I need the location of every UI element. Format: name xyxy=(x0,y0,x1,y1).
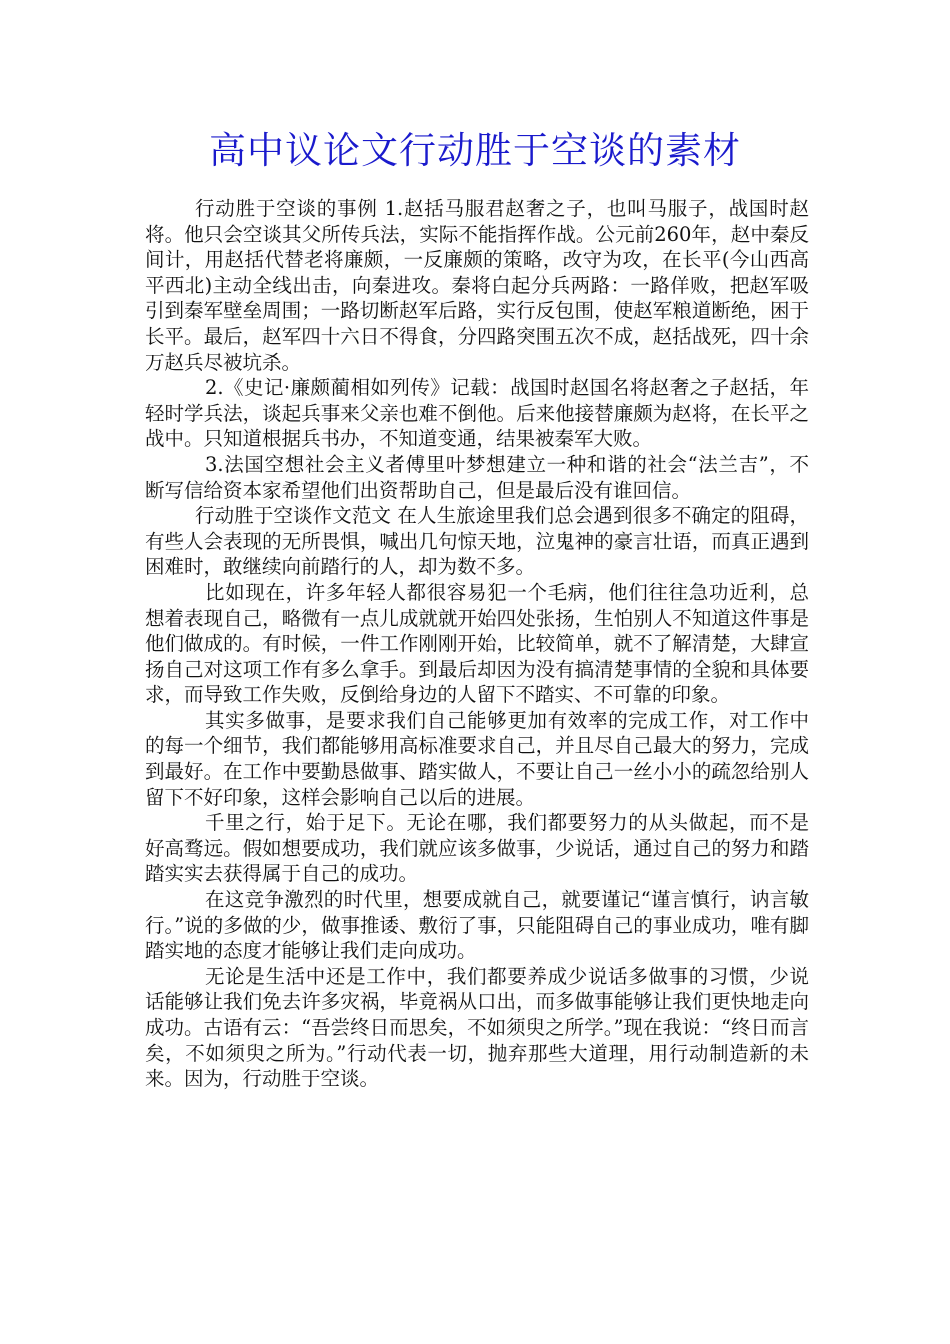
paragraph-5: 比如现在，许多年轻人都很容易犯一个毛病，他们往往急功近利，总想着表现自己，略微有一点儿成就就开始四处张扬，生怕别人不知道这件事是他们做成的。有时候，一件工作刚刚开始，比较简单，就不了解清楚，大肆宣扬自己对这项工作有多么拿手。到最后却因为没有搞清楚事情的全貌和具体要求，而导致工作失败，反倒给身边的人留下不踏实、不可靠的印象。 xyxy=(145,580,809,707)
paragraph-7: 千里之行，始于足下。无论在哪，我们都要努力的从头做起，而不是好高骛远。假如想要成功，我们就应该多做事，少说话，通过自己的努力和踏踏实实去获得属于自己的成功。 xyxy=(145,811,809,886)
paragraph-6: 其实多做事，是要求我们自己能够更加有效率的完成工作，对工作中的每一个细节，我们都能够用高标准要求自己，并且尽自己最大的努力，完成到最好。在工作中要勤恳做事、踏实做人，不要让自己一丝小小的疏忽给别人留下不好印象，这样会影响自己以后的进展。 xyxy=(145,708,809,809)
document-body xyxy=(145,196,809,1092)
document-title: 高中议论文行动胜于空谈的素材 xyxy=(209,129,741,172)
paragraph-2: 2.《史记·廉颇蔺相如列传》记载：战国时赵国名将赵奢之子赵括，年轻时学兵法，谈起兵事来父亲也难不倒他。后来他接替廉颇为赵将，在长平之战中。只知道根据兵书办，不知道变通，结果被秦军大败。 xyxy=(145,376,809,451)
paragraph-9: 无论是生活中还是工作中，我们都要养成少说话多做事的习惯，少说话能够让我们免去许多灾祸，毕竟祸从口出，而多做事能够让我们更快地走向成功。古语有云：“吾尝终日而思矣，不如须臾之所学。”现在我说：“终日而言矣，不如须臾之所为。”行动代表一切，抛弃那些大道理，用行动制造新的未来。因为，行动胜于空谈。 xyxy=(145,964,809,1091)
paragraph-1: 行动胜于空谈的事例 1.赵括马服君赵奢之子，也叫马服子，战国时赵将。他只会空谈其父所传兵法，实际不能指挥作战。公元前260年，赵中秦反间计，用赵括代替老将廉颇，一反廉颇的策略，改守为攻，在长平(今山西高平西北)主动全线出击，向秦进攻。秦将白起分兵两路：一路佯败，把赵军吸引到秦军壁垒周围；一路切断赵军后路，实行反包围，使赵军粮道断绝，困于长平。最后，赵军四十六日不得食，分四路突围五次不成，赵括战死，四十余万赵兵尽被坑杀。 xyxy=(145,197,809,374)
paragraph-3: 3.法国空想社会主义者傅里叶梦想建立一种和谐的社会“法兰吉”，不断写信给资本家希望他们出资帮助自己，但是最后没有谁回信。 xyxy=(145,452,809,502)
paragraph-8: 在这竞争激烈的时代里，想要成就自己，就要谨记“谨言慎行，讷言敏行。”说的多做的少，做事推诿、敷衍了事，只能阻碍自己的事业成功，唯有脚踏实地的态度才能够让我们走向成功。 xyxy=(145,888,809,963)
paragraph-4: 行动胜于空谈作文范文 在人生旅途里我们总会遇到很多不确定的阻碍，有些人会表现的无所畏惧，喊出几句惊天地，泣鬼神的豪言壮语，而真正遇到困难时，敢继续向前踏行的人，却为数不多。 xyxy=(145,504,809,579)
